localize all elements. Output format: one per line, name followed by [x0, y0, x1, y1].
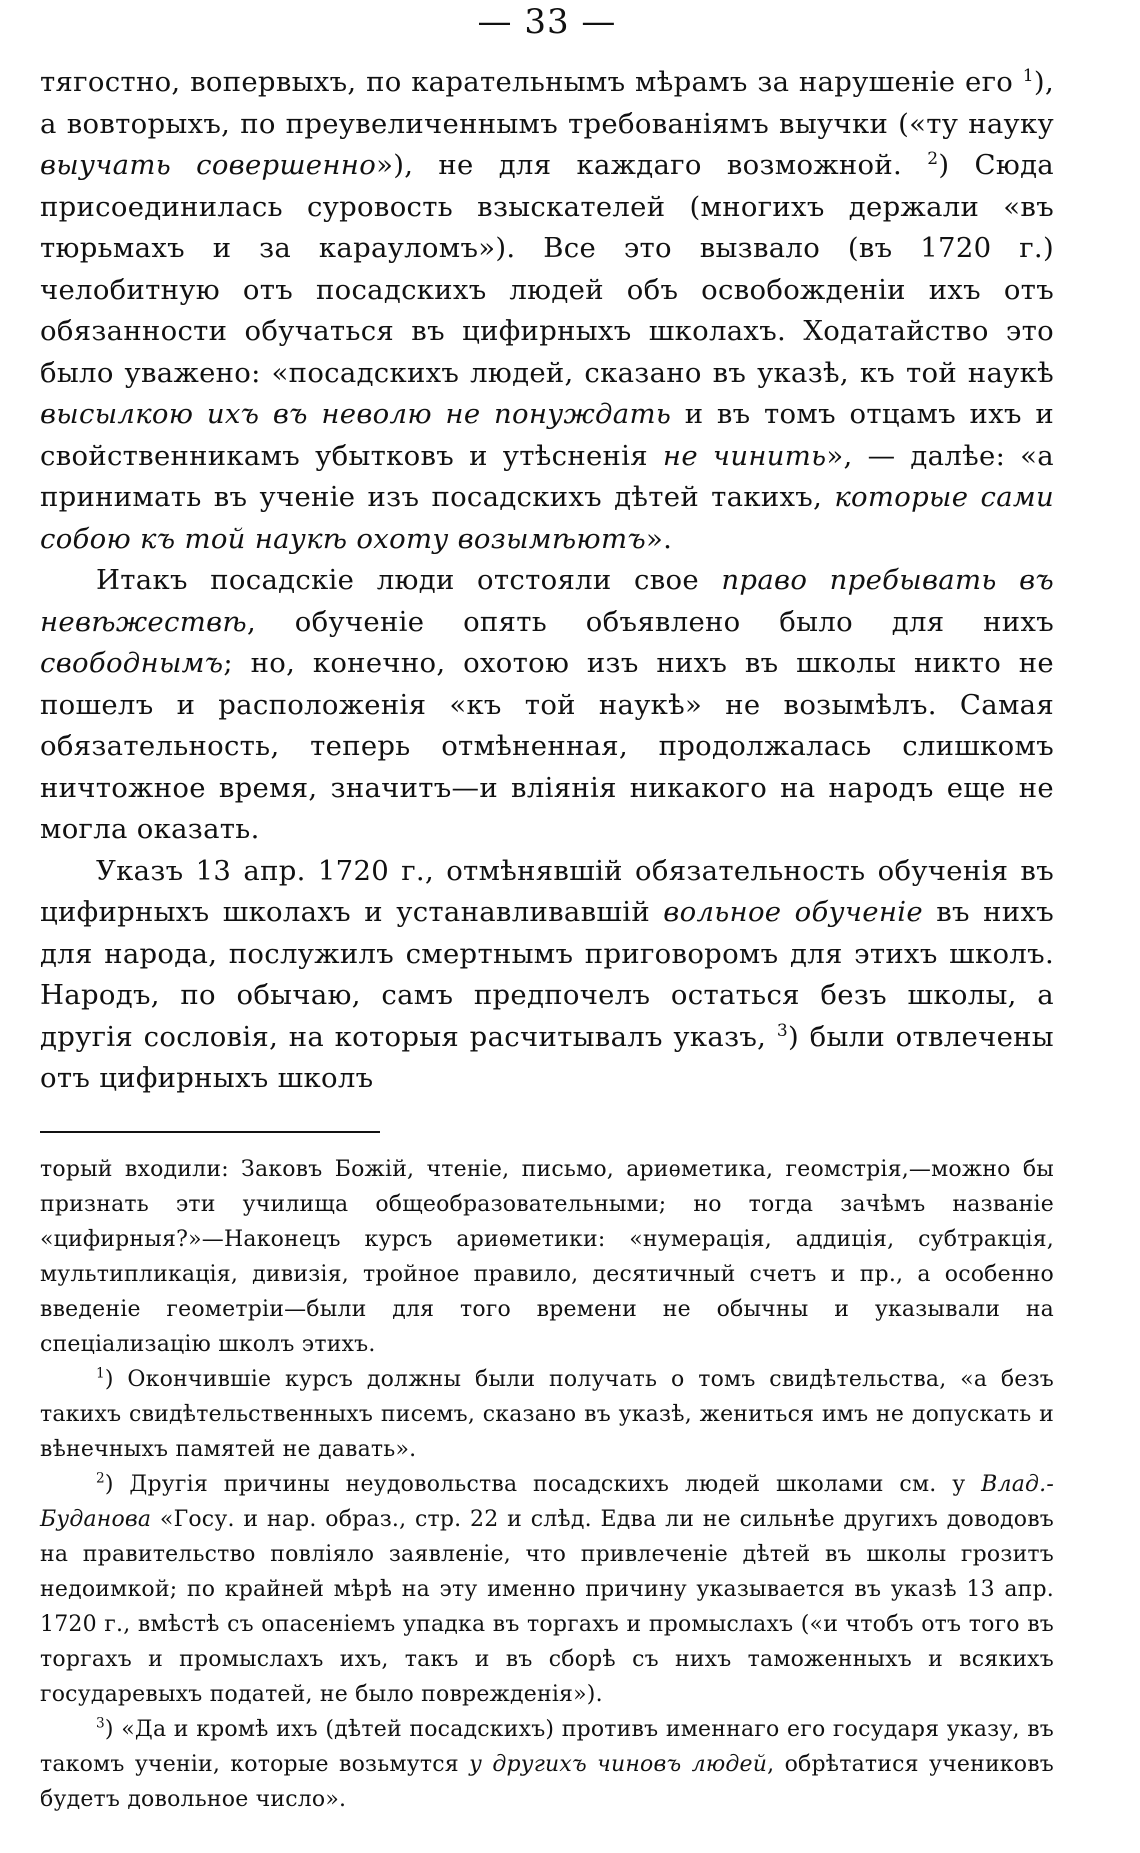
- text-run: ) «Да и кромѣ ихъ (дѣтей посадскихъ) противъ именнаго его государя указу, въ такомъ ученіи, которые возьмутся: [40, 1716, 1054, 1777]
- text-run: Указъ 13 апр. 1720 г., отмѣнявшій обязательность обученія въ цифирныхъ школахъ и устанавливавшій: [40, 854, 1054, 928]
- footnote-marker: 3: [776, 1020, 788, 1041]
- text-run: », — далѣе: «а принимать въ ученіе изъ посадскихъ дѣтей такихъ,: [40, 439, 1054, 513]
- book-page: [40, 0, 1054, 1817]
- paragraph-2: [40, 560, 1054, 851]
- footnote-marker: 1: [1022, 65, 1034, 86]
- footnote-marker: 1: [96, 1365, 105, 1382]
- text-run: тягостно, вопервыхъ, по карательнымъ мѣрамъ за нарушеніе его: [40, 66, 1023, 98]
- text-run: »), не для каждаго возможной.: [376, 149, 928, 181]
- text-run: ; но, конечно, охотою изъ нихъ въ школы никто не пошелъ и расположенія «къ той наукѣ» не возымѣлъ. Самая обязательность, теперь отмѣненная, продолжалась слишкомъ ничтожное время, значитъ—и вліянія никакого на народъ еще не могла оказать.: [40, 647, 1054, 845]
- italic-emphasis: которые сами собою къ той наукѣ охоту возымѣютъ: [40, 481, 1055, 555]
- footnote-marker: 2: [927, 148, 939, 169]
- text-run: торый входили: Заковъ Божій, чтеніе, письмо, ариѳметика, геомстрія,—можно бы признать эти училища общеобразовательными; но тогда зачѣмъ названіе «цифирныя?»—Наконецъ курсъ ариѳметики: «нумерація, аддиція, субтракція, мультипликація, дивизія, тройное правило, десятичный счетъ и пр., а особенно введеніе геометріи—были для того времени не обычны и указывали на спеціализацію школъ этихъ.: [40, 1156, 1054, 1357]
- paragraph-3: [40, 851, 1054, 1100]
- italic-emphasis: у другихъ чиновъ людей: [469, 1751, 768, 1777]
- text-run: ) Сюда присоединилась суровость взыскателей (многихъ держали «въ тюрьмахъ и за карауломъ»). Все это вызвало (въ 1720 г.) челобитную отъ посадскихъ людей объ освобожденіи ихъ отъ обязанности обучаться въ цифирныхъ школахъ. Ходатайство это было уважено: «посадскихъ людей, сказано въ указѣ, къ той наукѣ: [40, 149, 1054, 389]
- text-run: , обрѣтатися учениковъ будетъ довольное число».: [40, 1751, 1054, 1812]
- footnote-marker: 2: [96, 1470, 105, 1487]
- italic-emphasis: выучать совершенно: [40, 149, 377, 181]
- text-run: ), а вовторыхъ, по преувеличеннымъ требованіямъ выучки («ту науку: [40, 66, 1054, 140]
- text-run: ) Окончившіе курсъ должны были получать о томъ свидѣтельства, «а безъ такихъ свидѣтельственныхъ писемъ, сказано въ указѣ, жениться имъ не допускать и вѣнечныхъ памятей не давать».: [40, 1366, 1054, 1462]
- paragraph-1: [40, 62, 1054, 560]
- text-run: , обученіе опять объявлено было для нихъ: [246, 605, 1054, 638]
- italic-emphasis: право пребывать въ невѣжествѣ: [40, 564, 1055, 638]
- footnote-divider: [40, 1131, 380, 1133]
- footnotes: [40, 1152, 1054, 1817]
- text-run: и въ томъ отцамъ ихъ и свойственникамъ убытковъ и утѣсненія: [40, 398, 1054, 472]
- footnote-2: [40, 1467, 1054, 1712]
- text-run: ) были отвлечены отъ цифирныхъ школъ: [40, 1020, 1054, 1094]
- text-run: «Госу. и нар. образ., стр. 22 и слѣд. Едва ли не сильнѣе другихъ доводовъ на правительство повліяло заявленіе, что привлеченіе дѣтей въ школы грозитъ недоимкой; по крайней мѣрѣ на эту именно причину указывается въ указѣ 13 апр. 1720 г., вмѣстѣ съ опасеніемъ упадка въ торгахъ и промыслахъ («и чтобъ отъ того въ торгахъ и промыслахъ ихъ, такъ и въ сборѣ съ нихъ таможенныхъ и всякихъ государевыхъ податей, не было поврежденія»).: [40, 1506, 1054, 1707]
- text-run: въ нихъ для народа, послужилъ смертнымъ приговоромъ для этихъ школъ. Народъ, по обычаю, самъ предпочелъ остаться безъ школы, а другія сословія, на которыя расчитывалъ указъ,: [40, 896, 1054, 1053]
- footnote-marker: 3: [96, 1715, 105, 1732]
- page-number: — 33 —: [477, 2, 617, 42]
- italic-emphasis: Влад.-Буданова: [40, 1471, 1054, 1532]
- footnote-3: [40, 1712, 1054, 1817]
- text-run: ».: [645, 522, 673, 555]
- footnote-1: [40, 1362, 1054, 1467]
- italic-emphasis: вольное обученіе: [663, 896, 923, 928]
- text-run: ) Другія причины неудовольства посадскихъ людей школами см. у: [104, 1471, 982, 1497]
- italic-emphasis: свободнымъ: [40, 647, 224, 679]
- text-run: Итакъ посадскіе люди отстояли свое: [96, 564, 722, 596]
- italic-emphasis: не чинить: [662, 439, 827, 472]
- italic-emphasis: высылкою ихъ въ неволю не понуждать: [40, 398, 672, 430]
- footnote-continuation: [40, 1152, 1054, 1362]
- main-text: [40, 62, 1054, 1100]
